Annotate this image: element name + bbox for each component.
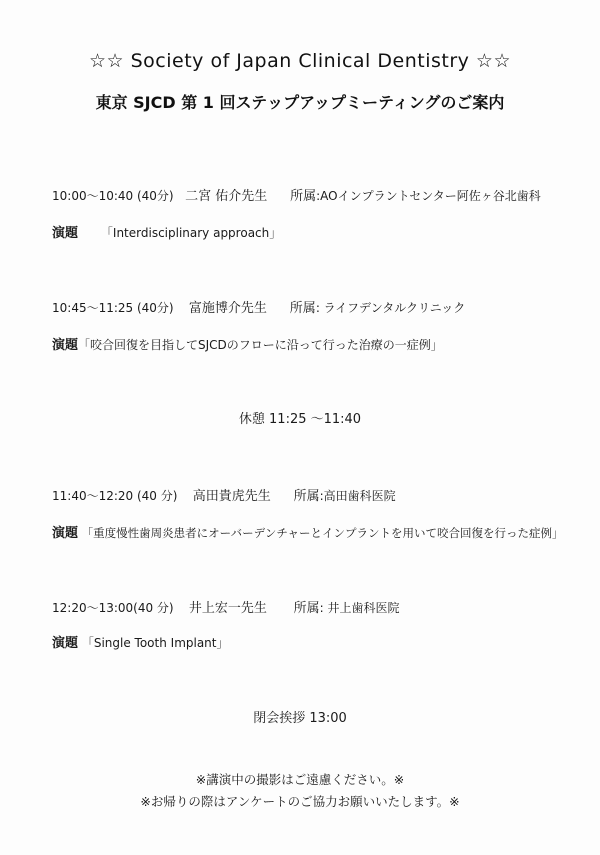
topic-label: 演題 <box>52 636 79 651</box>
session-1-topic <box>52 222 281 241</box>
speaker-name: 二宮 佑介先生 <box>185 189 268 204</box>
affiliation-label: 所属 <box>290 189 317 204</box>
session-4-topic <box>52 632 229 651</box>
page-subtitle: 東京 SJCD 第 1 回ステップアップミーティングのご案内 <box>95 93 505 112</box>
topic-title: 「Interdisciplinary approach」 <box>100 226 282 240</box>
speaker-name: 富施博介先生 <box>188 301 267 316</box>
session-3-topic <box>52 522 564 541</box>
closing-remarks: 閉会挨拶 13:00 <box>253 711 347 726</box>
affiliation-label: 所属 <box>293 489 320 504</box>
topic-label: 演題 <box>52 338 79 353</box>
affiliation: : 井上歯科医院 <box>319 601 400 615</box>
speaker-name: 井上宏一先生 <box>188 601 267 616</box>
affiliation: : ライフデンタルクリニック <box>315 301 466 315</box>
session-time: 12:20〜13:00(40 分) <box>52 601 174 615</box>
topic-title: 「咬合回復を目指してSJCDのフローに沿って行った治療の一症例」 <box>78 338 443 352</box>
session-2-header <box>52 297 465 316</box>
session-4-header <box>52 597 399 616</box>
speaker-name: 高田貴虎先生 <box>192 489 271 504</box>
topic-title: 「重度慢性歯周炎患者にオーバーデンチャーとインプラントを用いて咬合回復を行った症例」 <box>81 526 564 540</box>
topic-label: 演題 <box>52 526 79 541</box>
topic-label: 演題 <box>52 226 79 241</box>
session-time: 10:00〜10:40 (40分) <box>52 189 174 203</box>
session-time: 11:40〜12:20 (40 分) <box>52 489 178 503</box>
session-time: 10:45〜11:25 (40分) <box>52 301 174 315</box>
note-survey-request: ※お帰りの際はアンケートのご協力お願いいたします。※ <box>140 794 460 809</box>
session-3-header <box>52 485 396 504</box>
affiliation: :高田歯科医院 <box>319 489 396 503</box>
note-no-photography: ※講演中の撮影はご遠慮ください。※ <box>195 772 405 787</box>
topic-title: 「Single Tooth Implant」 <box>81 636 229 650</box>
session-1-header <box>52 185 541 204</box>
page-title: ☆☆ Society of Japan Clinical Dentistry ☆☆ <box>89 50 511 72</box>
affiliation-label: 所属 <box>289 301 316 316</box>
affiliation-label: 所属 <box>293 601 320 616</box>
break-time: 休憩 11:25 〜11:40 <box>238 412 362 427</box>
affiliation: :AOインプラントセンター阿佐ヶ谷北歯科 <box>316 189 541 203</box>
session-2-topic <box>52 334 443 353</box>
